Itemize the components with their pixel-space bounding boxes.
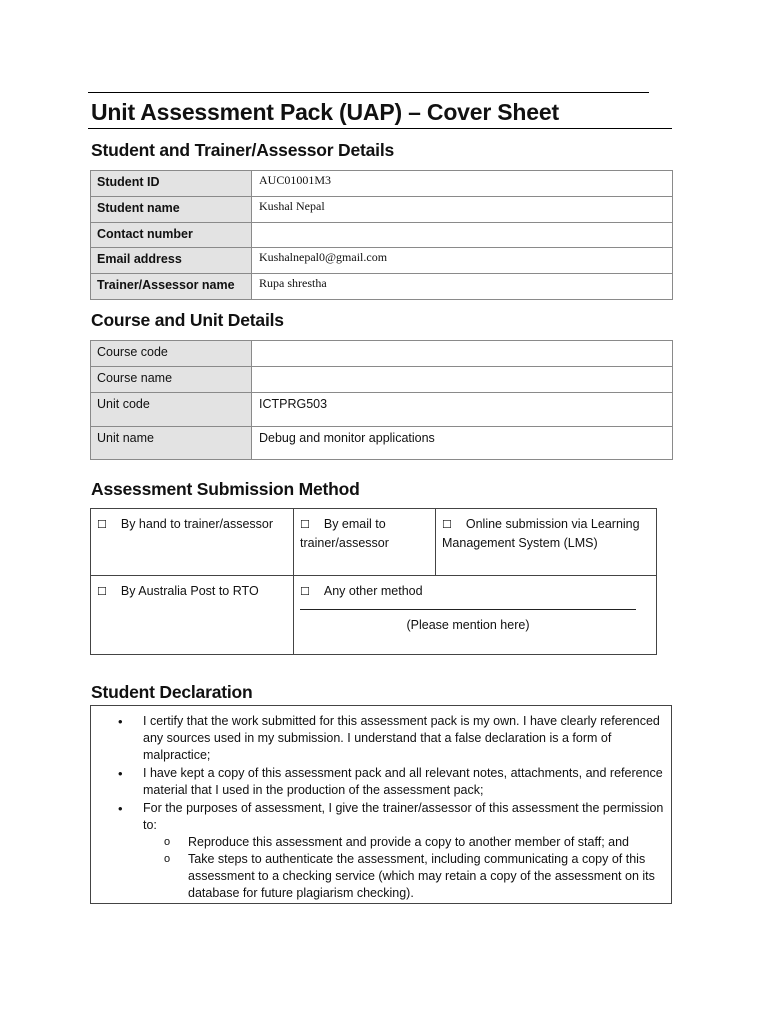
submission-method-heading: Assessment Submission Method — [91, 479, 360, 499]
by-post-option[interactable] — [91, 576, 294, 655]
other-method-note: (Please mention here) — [406, 618, 530, 632]
email-address-field[interactable]: Kushalnepal0@gmail.com — [252, 248, 673, 274]
declaration-box — [90, 705, 672, 904]
by-hand-option[interactable] — [91, 509, 294, 576]
student-name-field[interactable]: Kushal Nepal — [252, 197, 673, 223]
list-item: o Reproduce this assessment and provide a copy to another member of staff; and — [91, 834, 671, 851]
title-rule — [88, 128, 672, 129]
declaration-heading: Student Declaration — [91, 682, 253, 702]
course-details-table — [90, 340, 673, 460]
table-row — [91, 509, 657, 576]
list-item: o Take steps to authenticate the assessment, including communicating a copy of this assessment to a checking service (which may retain a copy of the assessment on its database for future plagiarism checking). — [91, 851, 671, 902]
checkbox-icon[interactable]: ☐ — [97, 585, 107, 598]
checkbox-icon[interactable]: ☐ — [442, 518, 452, 531]
list-item: • I have kept a copy of this assessment pack and all relevant notes, attachments, and reference material that I used in the production of the assessment pack; — [91, 765, 671, 799]
contact-number-label: Contact number — [91, 223, 252, 248]
by-email-option[interactable] — [294, 509, 436, 576]
unit-name-field[interactable]: Debug and monitor applications — [252, 427, 673, 460]
student-details-table — [90, 170, 673, 300]
course-code-label: Course code — [91, 341, 252, 367]
table-row — [91, 197, 673, 223]
other-method-label: Any other method — [323, 584, 423, 598]
by-post-label: By Australia Post to RTO — [120, 584, 259, 598]
student-id-field[interactable]: AUC01001M3 — [252, 171, 673, 197]
table-row — [91, 274, 673, 300]
online-lms-label: Online submission via Learning Management System (LMS) — [442, 517, 640, 550]
table-row — [91, 248, 673, 274]
page-title: Unit Assessment Pack (UAP) – Cover Sheet — [91, 99, 559, 125]
checkbox-icon[interactable]: ☐ — [300, 585, 310, 598]
course-code-field[interactable] — [252, 341, 673, 367]
list-item: • I certify that the work submitted for this assessment pack is my own. I have clearly referenced any sources used in my submission. I understand that a false declaration is a form of malpractice; — [91, 713, 671, 764]
course-name-field[interactable] — [252, 367, 673, 393]
by-email-label: By email to trainer/assessor — [300, 517, 389, 550]
email-address-label: Email address — [91, 248, 252, 274]
other-method-option[interactable] — [294, 576, 657, 655]
table-row — [91, 367, 673, 393]
list-item: • For the purposes of assessment, I give the trainer/assessor of this assessment the permission to: — [91, 800, 671, 834]
unit-code-label: Unit code — [91, 393, 252, 427]
trainer-name-label: Trainer/Assessor name — [91, 274, 252, 300]
table-row — [91, 223, 673, 248]
top-rule — [88, 92, 649, 93]
table-row — [91, 427, 673, 460]
course-name-label: Course name — [91, 367, 252, 393]
course-details-heading: Course and Unit Details — [91, 310, 284, 330]
table-row — [91, 341, 673, 367]
other-method-blank-line[interactable] — [300, 601, 636, 610]
declaration-list — [91, 713, 671, 902]
checkbox-icon[interactable]: ☐ — [300, 518, 310, 531]
unit-name-label: Unit name — [91, 427, 252, 460]
contact-number-field[interactable] — [252, 223, 673, 248]
submission-method-table — [90, 508, 657, 655]
checkbox-icon[interactable]: ☐ — [97, 518, 107, 531]
online-lms-option[interactable] — [436, 509, 657, 576]
table-row — [91, 576, 657, 655]
table-row — [91, 171, 673, 197]
table-row — [91, 393, 673, 427]
unit-code-field[interactable]: ICTPRG503 — [252, 393, 673, 427]
student-id-label: Student ID — [91, 171, 252, 197]
student-details-heading: Student and Trainer/Assessor Details — [91, 140, 395, 160]
student-name-label: Student name — [91, 197, 252, 223]
by-hand-label: By hand to trainer/assessor — [120, 517, 274, 531]
trainer-name-field[interactable]: Rupa shrestha — [252, 274, 673, 300]
